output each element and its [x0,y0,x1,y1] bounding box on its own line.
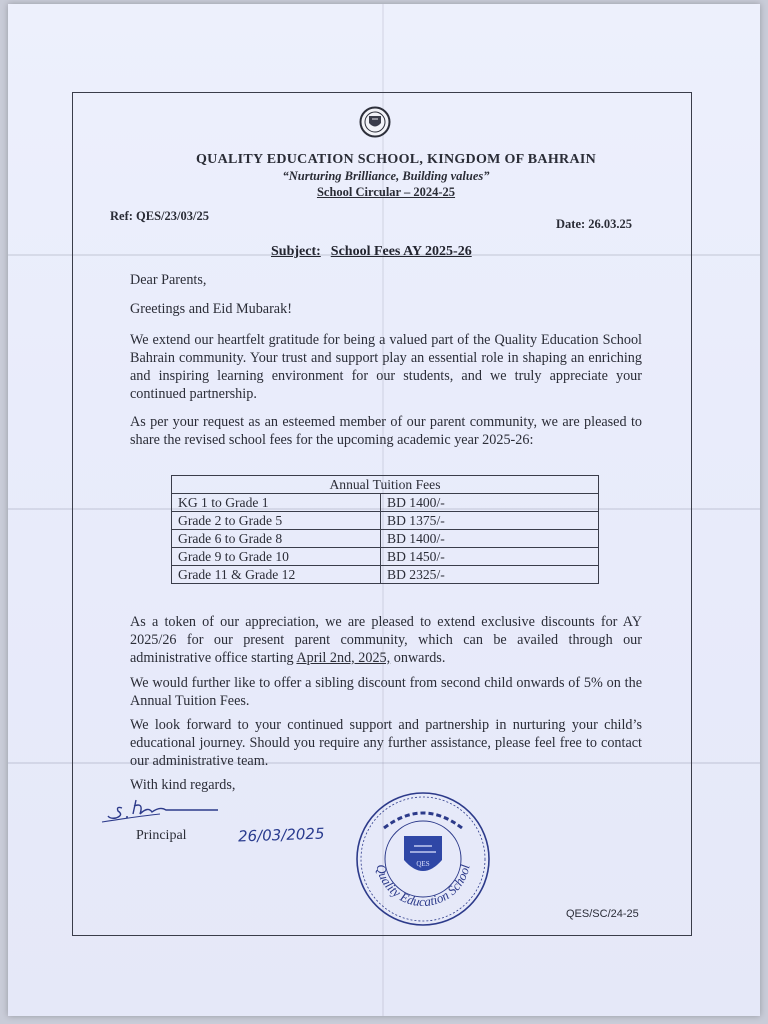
table-row [172,494,599,512]
school-stamp [354,790,492,928]
fees-table-header [172,476,599,494]
reference-number: Ref: QES/23/03/25 [110,209,209,223]
fee-cell: BD 1375/- [381,512,599,530]
fees-table [171,475,599,584]
discount-start-date: April 2nd, 2025, [296,650,391,666]
greeting: Greetings and Eid Mubarak! [130,301,292,317]
salutation: Dear Parents, [130,272,207,288]
table-row [172,530,599,548]
subject-label: Subject: [271,244,321,259]
principal-title: Principal [136,828,187,843]
paragraph-discount [130,613,642,667]
discount-text-end: onwards. [390,650,446,666]
closing-regards: With kind regards, [130,777,236,793]
fee-cell: BD 2325/- [381,566,599,584]
stamp-ring-text: Quality Education School [373,862,473,910]
principal-signature [100,796,220,830]
stamp-center-text: QES [416,860,430,868]
school-motto: “Nurturing Brilliance, Building values” [282,169,490,183]
fee-cell: BD 1450/- [381,548,599,566]
letter-date: Date: 26.03.25 [556,217,633,231]
grade-cell: Grade 9 to Grade 10 [172,548,381,566]
grade-cell: KG 1 to Grade 1 [172,494,381,512]
school-name: QUALITY EDUCATION SCHOOL, KINGDOM OF BAHRAIN [195,152,597,167]
fees-table-title: Annual Tuition Fees [172,476,599,494]
table-row [172,548,599,566]
school-crest-icon [359,106,391,138]
subject-line [271,244,472,260]
circular-code: QES/SC/24-25 [566,908,639,920]
paragraph-closing-note: We look forward to your continued support and partnership in nurturing your child’s educational journey. Should you require any further assistance, please feel free to contact our administrative team. [130,717,642,769]
paragraph-sibling-discount: We would further like to offer a sibling discount from second child onwards of 5% on the Annual Tuition Fees. [130,675,642,709]
fee-cell: BD 1400/- [381,494,599,512]
grade-cell: Grade 2 to Grade 5 [172,512,381,530]
table-row [172,566,599,584]
grade-cell: Grade 6 to Grade 8 [172,530,381,548]
handwritten-date: 26/03/2025 [237,824,325,846]
circular-title: School Circular – 2024-25 [316,185,456,199]
fee-cell: BD 1400/- [381,530,599,548]
subject-text: School Fees AY 2025-26 [330,244,472,259]
paragraph-gratitude: We extend our heartfelt gratitude for being a valued part of the Quality Education School Bahrain community. Your trust and support play an essential role in shaping an enriching and inspiring learning environment for our students, and we truly appreciate your continued partnership. [130,332,642,402]
paragraph-fees-intro: As per your request as an esteemed member of our parent community, we are pleased to share the revised school fees for the upcoming academic year 2025-26: [130,414,642,448]
discount-text: As a token of our appreciation, we are pleased to extend exclusive discounts for AY 2025/26 for our present parent community, which can be availed through our administrative office starting [130,614,642,666]
table-row [172,512,599,530]
grade-cell: Grade 11 & Grade 12 [172,566,381,584]
